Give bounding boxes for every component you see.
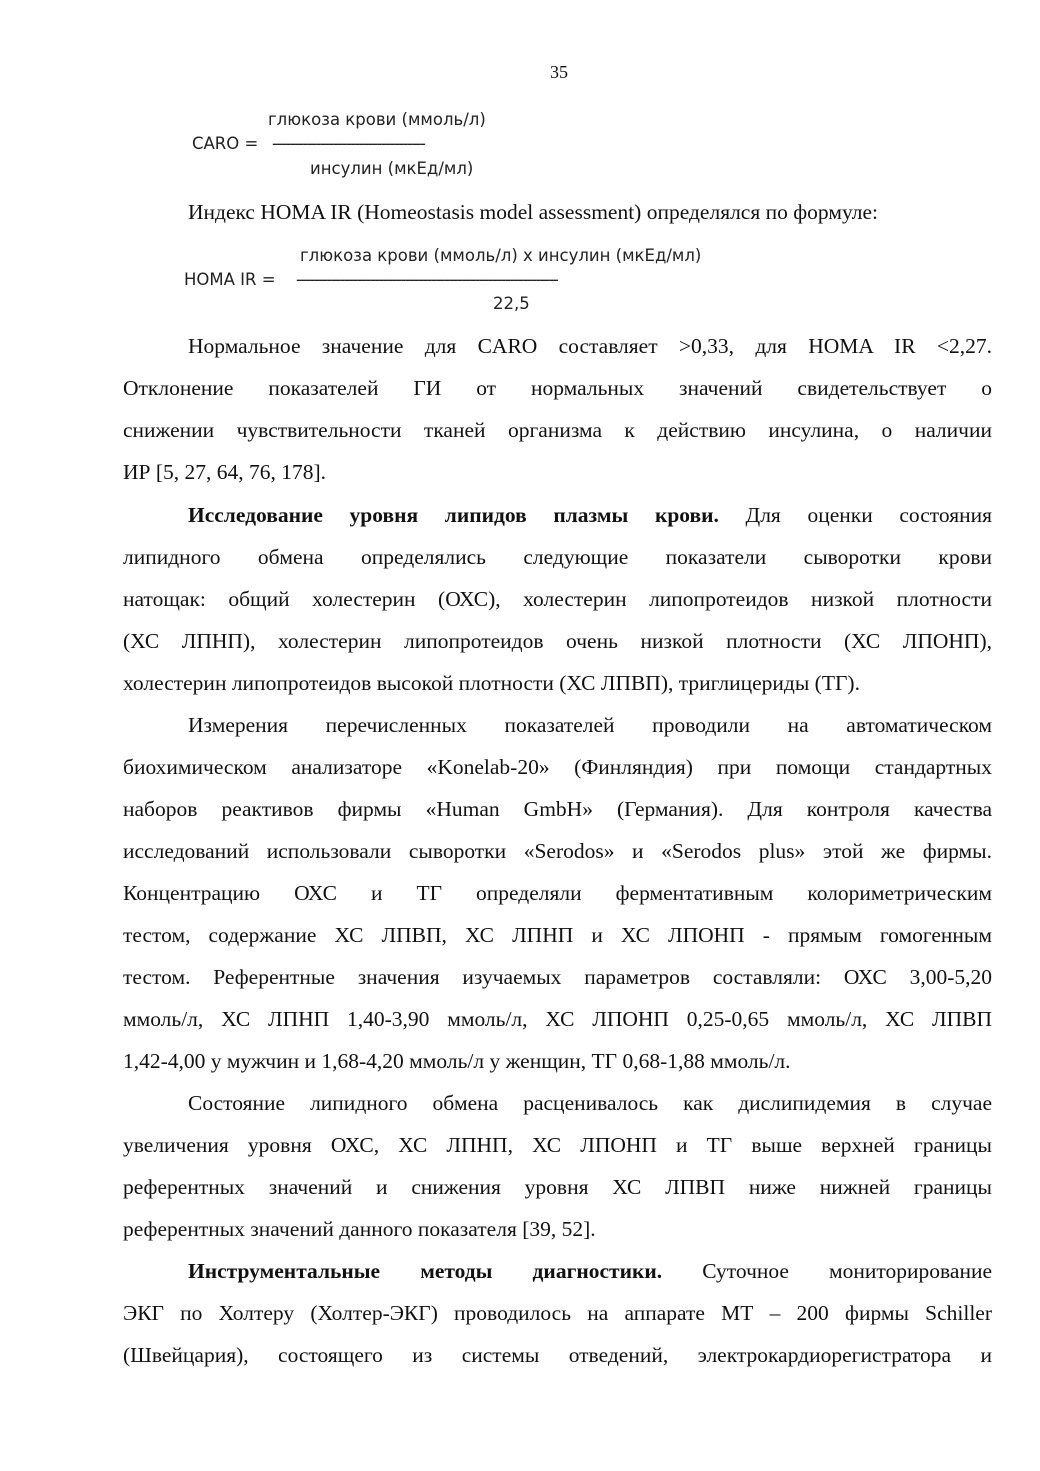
homa-lhs: HOMA IR =	[184, 270, 281, 289]
paragraph-line: увеличения уровня ОХС, ХС ЛПНП, ХС ЛПОНП и ТГ выше верхней границы	[123, 1133, 992, 1157]
paragraph-line: тестом. Референтные значения изучаемых параметров составляли: ОХС 3,00-5,20	[123, 965, 992, 989]
paragraph-line: Исследование уровня липидов плазмы крови. Для оценки состояния	[188, 503, 992, 527]
paragraph-line: Инструментальные методы диагностики. Суточное мониторирование	[188, 1259, 993, 1283]
homa-numerator: глюкоза крови (ммоль/л) х инсулин (мкЕд/мл)	[300, 246, 702, 265]
paragraph-line: снижении чувствительности тканей организма к действию инсулина, о наличии	[123, 418, 992, 442]
paragraph-line: референтных значений и снижения уровня ХС ЛПВП ниже нижней границы	[123, 1175, 992, 1199]
paragraph-measurements	[123, 704, 992, 1082]
caro-numerator: глюкоза крови (ммоль/л)	[268, 110, 486, 129]
paragraph-line: натощак: общий холестерин (ОХС), холестерин липопротеидов низкой плотности	[123, 587, 992, 611]
paragraph-line: Концентрацию ОХС и ТГ определяли ферментативным колориметрическим	[123, 881, 992, 905]
paragraph-line: Отклонение показателей ГИ от нормальных значений свидетельствует о	[123, 376, 992, 400]
paragraph-line: ммоль/л, ХС ЛПНП 1,40-3,90 ммоль/л, ХС ЛПОНП 0,25-0,65 ммоль/л, ХС ЛПВП	[123, 1007, 992, 1031]
paragraph-line: Нормальное значение для CARO составляет >0,33, для HOMA IR <2,27.	[188, 334, 992, 358]
paragraph-normal-values	[123, 325, 992, 493]
homa-intro: Индекс HOMA IR (Homeostasis model assessment) определялся по формуле:	[188, 200, 879, 224]
paragraph-line: холестерин липопротеидов высокой плотности (ХС ЛПВП), триглицериды (ТГ).	[123, 671, 860, 695]
paragraph-line: 1,42-4,00 у мужчин и 1,68-4,20 ммоль/л у женщин, ТГ 0,68-1,88 ммоль/л.	[123, 1049, 791, 1073]
paragraph-line: биохимическом анализаторе «Konelab-20» (Финляндия) при помощи стандартных	[123, 755, 992, 779]
paragraph-line: липидного обмена определялись следующие показатели сыворотки крови	[123, 545, 992, 569]
paragraph-dyslipidemia	[123, 1082, 992, 1250]
paragraph-line: Состояние липидного обмена расценивалось как дислипидемия в случае	[188, 1091, 992, 1115]
caro-fraction-bar: -----------------------------------	[272, 134, 425, 153]
paragraph-line: (Швейцария), состоящего из системы отведений, электрокардиорегистратора и	[123, 1343, 992, 1367]
section-heading-lipids: Исследование уровня липидов плазмы крови.	[188, 503, 719, 527]
paragraph-line: ЭКГ по Холтеру (Холтер-ЭКГ) проводилось на аппарате МТ – 200 фирмы Schiller	[123, 1301, 992, 1325]
page-number: 35	[550, 62, 568, 82]
paragraph-instrumental	[123, 1250, 992, 1376]
paragraph-line: референтных значений данного показателя [39, 52].	[123, 1217, 596, 1241]
caro-lhs: CARO =	[192, 134, 264, 153]
homa-fraction-bar: ------------------------------------------------------------	[296, 270, 558, 289]
paragraph-line: исследований использовали сыворотки «Serodos» и «Serodos plus» этой же фирмы.	[123, 839, 992, 863]
paragraph-line: Измерения перечисленных показателей проводили на автоматическом	[188, 713, 992, 737]
paragraph-lipids	[123, 494, 992, 704]
paragraph-line: (ХС ЛПНП), холестерин липопротеидов очень низкой плотности (ХС ЛПОНП),	[123, 629, 992, 653]
caro-denominator: инсулин (мкЕд/мл)	[310, 159, 474, 178]
homa-denominator: 22,5	[493, 294, 530, 313]
section-heading-instrumental: Инструментальные методы диагностики.	[188, 1259, 663, 1283]
paragraph-line: наборов реактивов фирмы «Human GmbH» (Германия). Для контроля качества	[123, 797, 992, 821]
paragraph-line: ИР [5, 27, 64, 76, 178].	[123, 460, 327, 484]
paragraph-line: тестом, содержание ХС ЛПВП, ХС ЛПНП и ХС ЛПОНП - прямым гомогенным	[123, 923, 992, 947]
